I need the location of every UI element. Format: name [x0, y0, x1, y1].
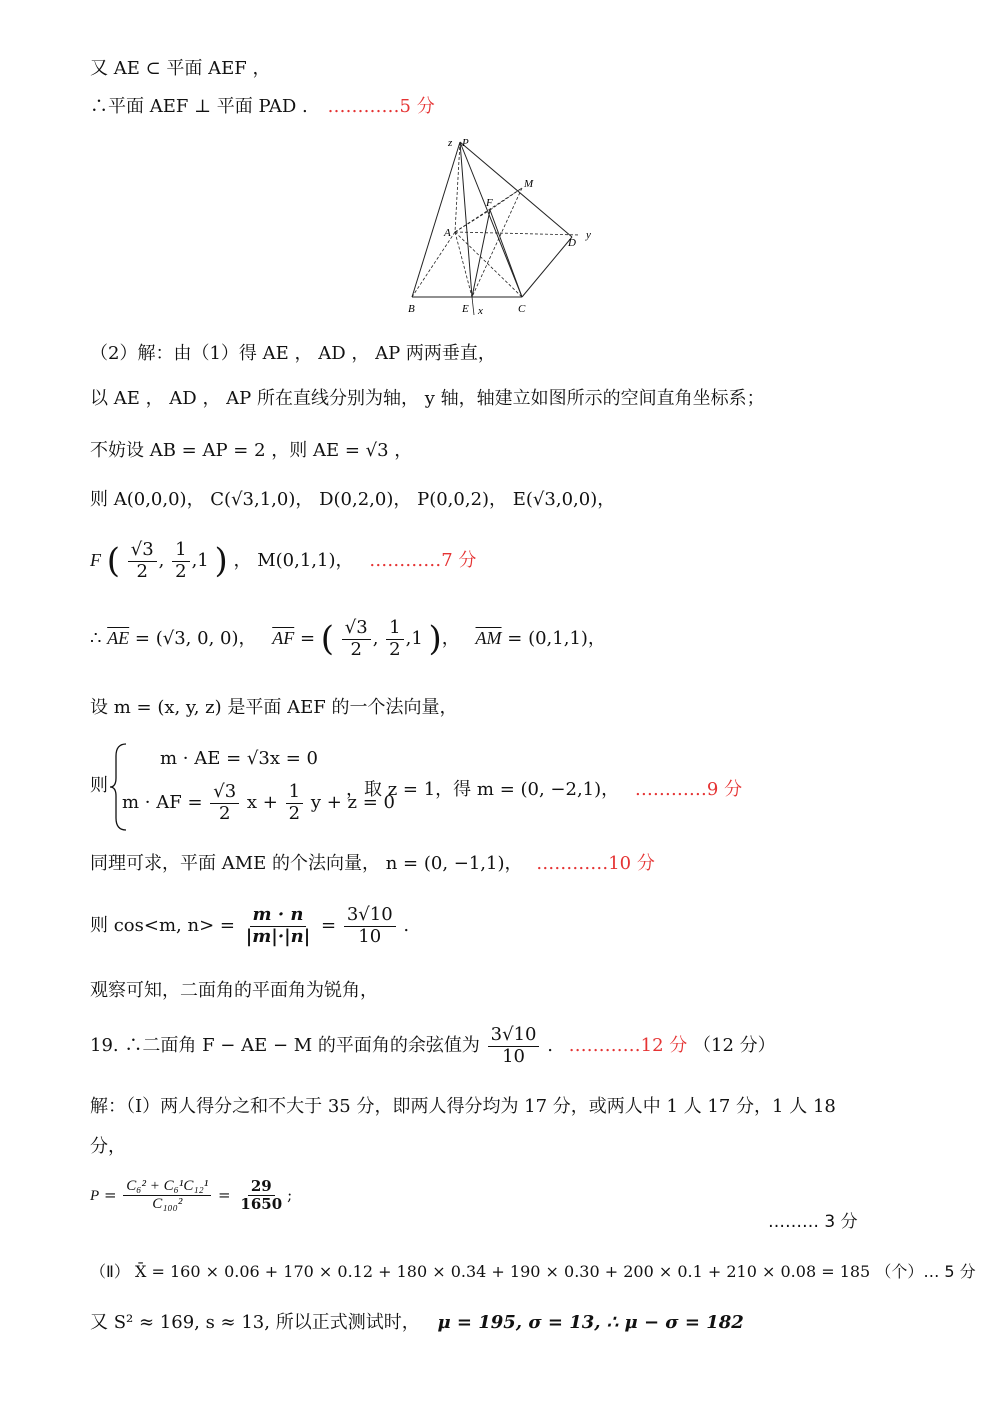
vec-AE: $\overline{AE}$ [107, 628, 130, 649]
label-P: P [462, 137, 469, 149]
edge-PC [460, 142, 522, 297]
label-A: A [444, 227, 451, 239]
edge-AD [455, 232, 580, 235]
part2-mean-line: （Ⅱ） X̄ = 160 × 0.06 + 170 × 0.12 + 180 × 0.34 + 190 × 0.30 + 200 × 0.1 + 210 × 0.08 = 185 （个）… 5 分 [90, 1262, 976, 1281]
vec-AF: $\overline{AF}$ [272, 628, 295, 649]
label-D: D [568, 237, 576, 249]
total-12: （12 分） [693, 1035, 776, 1057]
pyramid-figure [400, 130, 610, 320]
edge-AC [455, 232, 522, 297]
label-M: M [524, 178, 534, 190]
system-row-1: m · AE = √3x = 0 [160, 748, 318, 769]
label-F: F [486, 197, 493, 209]
edge-AB [412, 232, 455, 297]
edge-FC [490, 210, 522, 297]
point-F-label: F [90, 550, 101, 571]
score-10: …………10 分 [536, 853, 655, 874]
solution-part1b: 分， [90, 1136, 126, 1157]
part2-assume: 不妨设 AB = AP = 2 ，则 AE = √3 ， [90, 440, 413, 461]
conclusion-line: 19. ∴二面角 F − AE − M 的平面角的余弦值为 $\frac{3√10}{10}$ . …………12 分 （12 分） [90, 1024, 776, 1067]
part2-intro: （2）解：由（1）得 AE ， AD ， AP 两两垂直， [90, 343, 496, 364]
score-3: ……… 3 分 [768, 1212, 858, 1232]
score-7: …………7 分 [369, 550, 477, 572]
F-y-frac: $\frac{1}{2}$ [172, 540, 189, 582]
edge-PB [412, 142, 460, 297]
label-z: z [448, 137, 453, 149]
cos-line: 则 cos<m, n> = $\frac{m \cdot n}{|m|\cdot|n|}$ = $\frac{3√10}{10}$ . [90, 904, 410, 947]
label-x: x [478, 305, 483, 317]
edge-PE [460, 142, 472, 297]
x-axis [472, 297, 474, 315]
system-row-2: m · AF = $\frac{√3}{2}$ x + $\frac{1}{2}$ y + z = 0 [122, 781, 395, 824]
score-5: …………5 分 [327, 96, 435, 117]
vectors-line: ∴ $\overline{AE} = (√3$, 0, 0)， $\overline{AF}$ = ( $\frac{√3}{2}$ , $\frac{1}{2}$ ,1 )， $\overline{AM} = (0,1,1)$， [90, 617, 606, 660]
score-12: …………12 分 [568, 1035, 688, 1057]
label-y: y [586, 229, 591, 241]
F-x-frac: $\frac{√3}{2}$ [128, 540, 157, 582]
label-B: B [408, 303, 415, 315]
edge-PD [460, 142, 572, 237]
observe-line: 观察可知，二面角的平面角为锐角， [90, 980, 378, 1001]
part2-coords: 则 A(0,0,0)， C(√3,1,0)， D(0,2,0)， P(0,0,2)， E(√3,0,0)， [90, 489, 616, 510]
sys-prefix: 则 [90, 775, 108, 796]
score-9: …………9 分 [634, 779, 743, 800]
probability-formula: P = $\frac{\text{C₆² + C₆¹C₁₂¹}}{\text{C₁₀₀²}}$ = $\frac{29}{1650}$ ; [90, 1177, 293, 1214]
part2-axes: 以 AE ， AD ， AP 所在直线分别为轴， y 轴，轴建立如图所示的空间直角坐标系； [90, 388, 765, 409]
system-result: ，取 z = 1，得 m = (0, −2,1)， …………9 分 [346, 779, 743, 800]
normal-intro: 设 m = (x, y, z) 是平面 AEF 的一个法向量， [90, 697, 458, 718]
normal-n-line: 同理可求，平面 AME 的个法向量， n = (0, −1,1)， …………10 分 [90, 853, 655, 874]
edge-CD [522, 237, 572, 297]
solution-part1: 解：（Ⅰ）两人得分之和不大于 35 分，即两人得分均为 17 分，或两人中 1 人 17 分，1 人 18 [90, 1096, 836, 1117]
label-E: E [462, 303, 469, 315]
vec-AM: $\overline{AM}$ [475, 628, 502, 649]
line-ae-subset: 又 AE ⊂ 平面 AEF ， [90, 58, 271, 79]
part2-coords-fm: F ( $\frac{√3}{2}$ , $\frac{1}{2}$ ,1 ) ， M(0,1,1)， …………7 分 [90, 539, 477, 582]
point-M: ， M(0,1,1)， [233, 550, 354, 572]
line-plane-perp [90, 96, 435, 118]
plane-perp-text: ∴平面 AEF ⊥ 平面 PAD . [90, 96, 308, 117]
final-line: 又 S² ≈ 169, s ≈ 13, 所以正式测试时， μ = 195, σ = 13, ∴ μ − σ = 182 [90, 1312, 744, 1333]
edge-FE [472, 210, 490, 297]
label-C: C [518, 303, 526, 315]
